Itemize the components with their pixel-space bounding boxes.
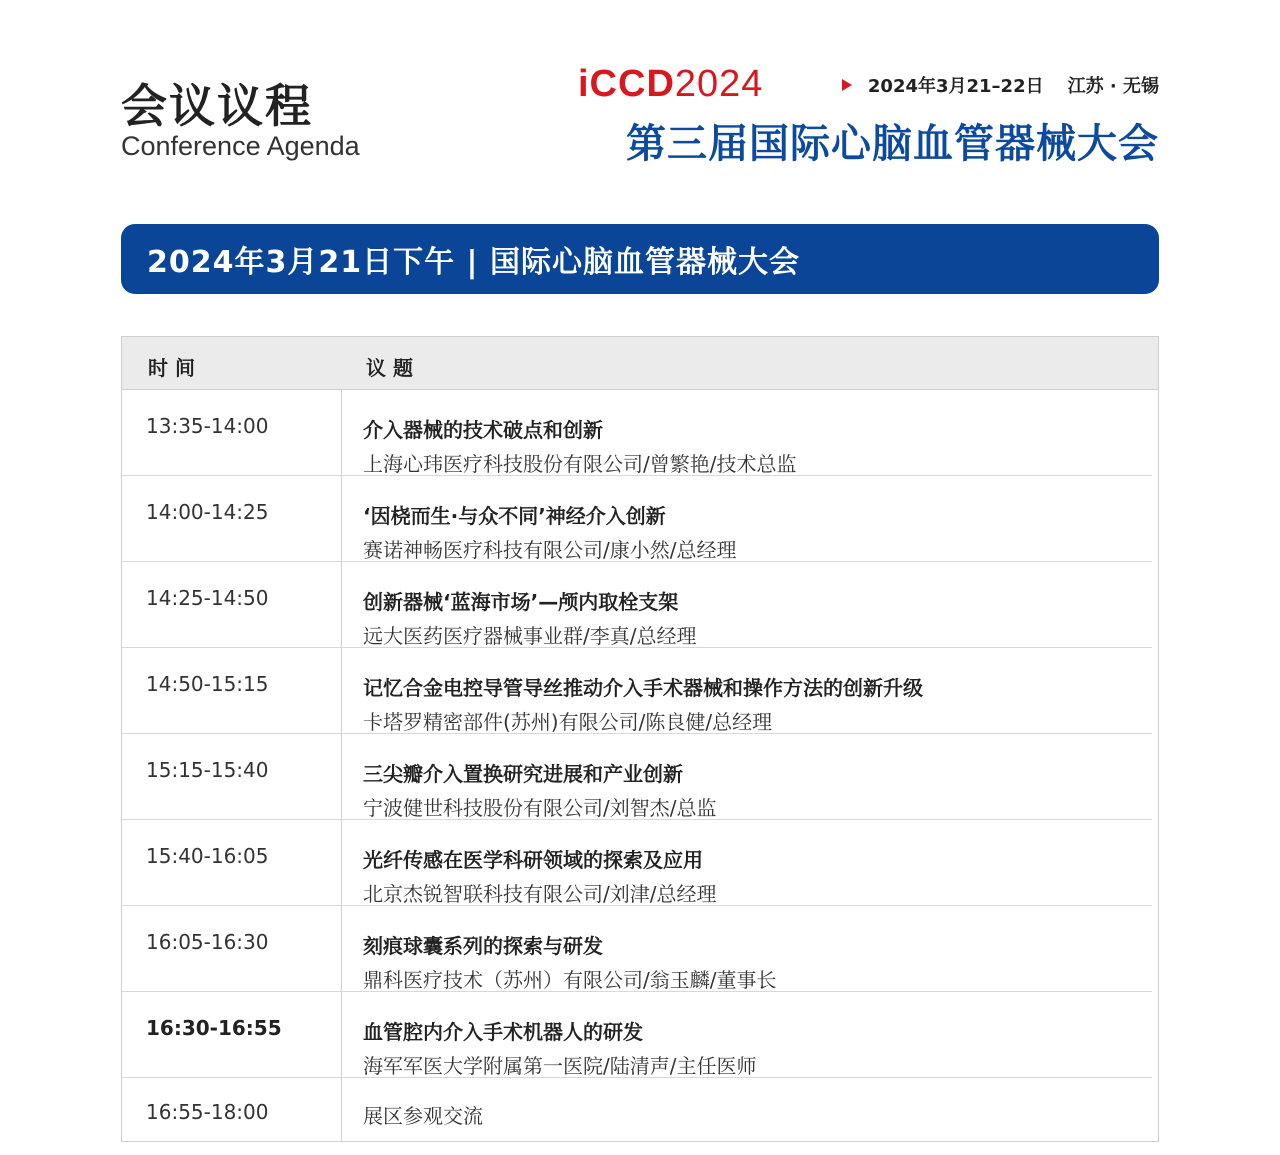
row-time: 16:30-16:55	[146, 1016, 282, 1040]
session-banner	[121, 224, 1159, 294]
conference-name: 第三届国际心脑血管器械大会	[626, 121, 1159, 167]
conference-logo	[578, 62, 763, 106]
table-row	[122, 992, 1152, 1078]
table-row	[122, 906, 1152, 992]
session-banner-text: 2024年3月21日下午 | 国际心脑血管器械大会	[147, 245, 800, 280]
table-row	[122, 734, 1152, 820]
table-row	[122, 1078, 1152, 1140]
row-time: 16:05-16:30	[146, 930, 269, 954]
row-time: 14:25-14:50	[146, 586, 269, 610]
page-header	[0, 0, 1280, 200]
row-speaker: 远大医药医疗器械事业群/李真/总经理	[363, 624, 697, 648]
row-time: 15:15-15:40	[146, 758, 269, 782]
table-header	[122, 337, 1158, 390]
row-topic: 介入器械的技术破点和创新	[363, 418, 603, 442]
row-time: 14:00-14:25	[146, 500, 269, 524]
table-row	[122, 390, 1152, 476]
page-subtitle: Conference Agenda	[121, 131, 360, 161]
row-time: 13:35-14:00	[146, 414, 269, 438]
row-topic: ‘因桡而生·与众不同’神经介入创新	[363, 504, 666, 528]
row-topic: 光纤传感在医学科研领域的探索及应用	[363, 848, 703, 872]
conference-location: 江苏 · 无锡	[1067, 76, 1159, 97]
row-topic: 血管腔内介入手术机器人的研发	[363, 1020, 643, 1044]
conference-date: 2024年3月21–22日	[867, 76, 1044, 97]
page-title: 会议议程	[121, 79, 313, 133]
row-speaker: 宁波健世科技股份有限公司/刘智杰/总监	[363, 796, 717, 820]
row-topic: 展区参观交流	[363, 1104, 483, 1128]
date-location	[842, 72, 1159, 98]
row-time: 16:55-18:00	[146, 1100, 269, 1124]
row-speaker: 北京杰锐智联科技有限公司/刘津/总经理	[363, 882, 717, 906]
table-row	[122, 562, 1152, 648]
table-row	[122, 648, 1152, 734]
row-time: 15:40-16:05	[146, 844, 269, 868]
row-speaker: 卡塔罗精密部件(苏州)有限公司/陈良健/总经理	[363, 710, 773, 734]
row-topic: 三尖瓣介入置换研究进展和产业创新	[363, 762, 683, 786]
row-speaker: 海军军医大学附属第一医院/陆清声/主任医师	[363, 1054, 757, 1078]
table-row	[122, 476, 1152, 562]
row-speaker: 赛诺神畅医疗科技有限公司/康小然/总经理	[363, 538, 737, 562]
column-header-time: 时 间	[148, 356, 195, 380]
row-speaker: 鼎科医疗技术（苏州）有限公司/翁玉麟/董事长	[363, 968, 777, 992]
column-header-topic: 议 题	[366, 356, 413, 380]
logo-text-iccd: iCCD	[578, 63, 675, 105]
play-arrow-icon	[842, 79, 852, 91]
row-topic: 创新器械‘蓝海市场’—颅内取栓支架	[363, 590, 679, 614]
row-topic: 记忆合金电控导管导丝推动介入手术器械和操作方法的创新升级	[363, 676, 923, 700]
logo-text-year: 2024	[674, 63, 764, 105]
table-row	[122, 820, 1152, 906]
agenda-table	[121, 336, 1159, 1142]
row-topic: 刻痕球囊系列的探索与研发	[363, 934, 603, 958]
row-time: 14:50-15:15	[146, 672, 269, 696]
row-speaker: 上海心玮医疗科技股份有限公司/曾繁艳/技术总监	[363, 452, 797, 476]
